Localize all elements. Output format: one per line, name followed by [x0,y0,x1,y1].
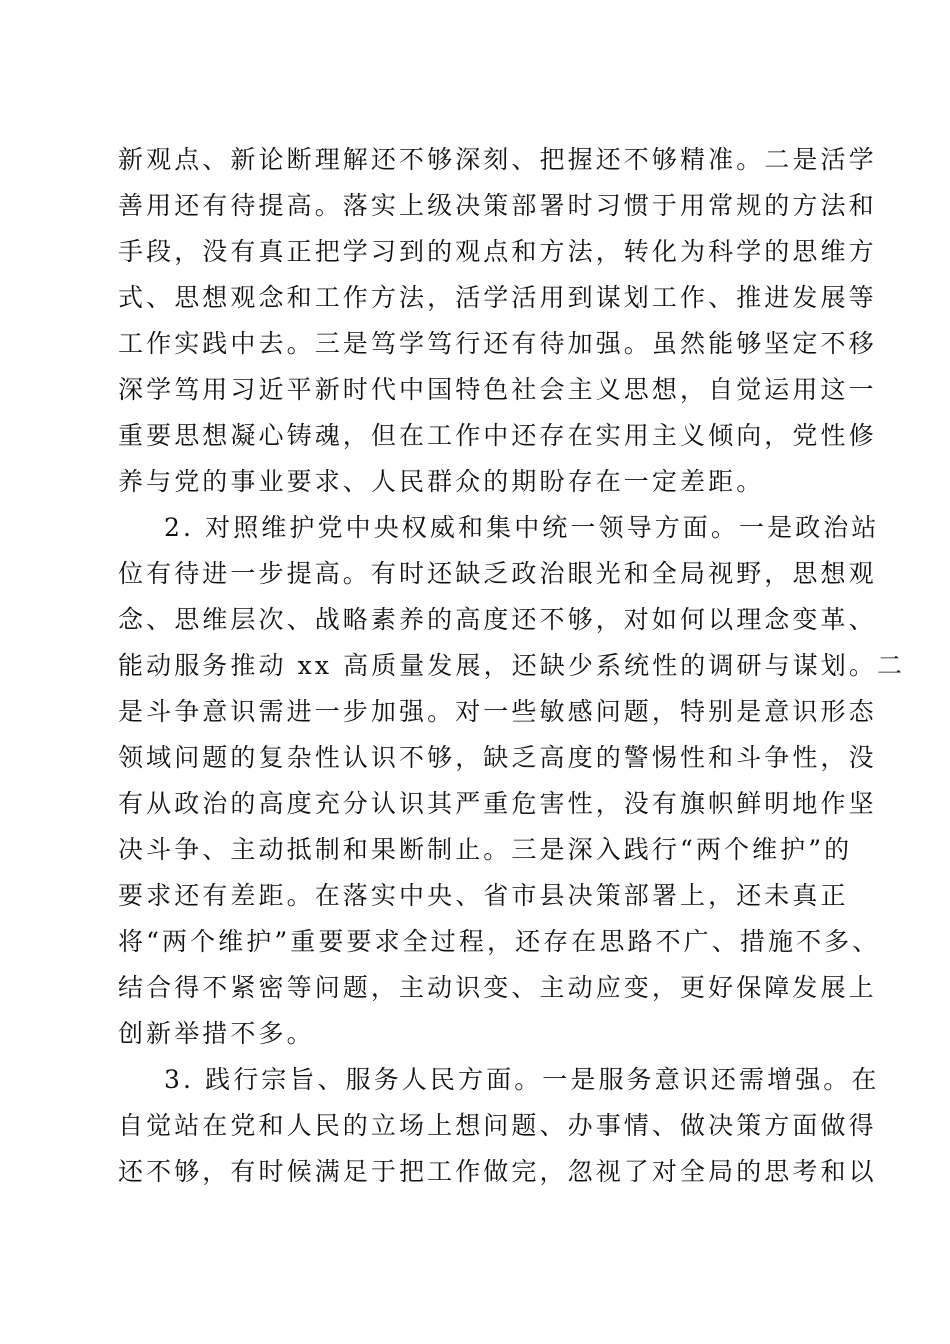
text-line: 领域问题的复杂性认识不够，缺乏高度的警惕性和斗争性，没 [118,743,877,772]
text-line: 手段，没有真正把学习到的观点和方法，转化为科学的思维方 [118,237,877,266]
text-line: 式、思想观念和工作方法，活学活用到谋划工作、推进发展等 [118,283,877,312]
text-line: 善用还有待提高。落实上级决策部署时习惯于用常规的方法和 [118,191,877,220]
text-line: 养与党的事业要求、人民群众的期盼存在一定差距。 [118,467,765,496]
text-line: 有从政治的高度充分认识其严重危害性，没有旗帜鲜明地作坚 [118,789,877,818]
text-line: 自觉站在党和人民的立场上想问题、办事情、做决策方面做得 [118,1111,877,1140]
paragraph-first-line: 2. 对照维护党中央权威和集中统一领导方面。一是政治站 [164,513,880,542]
text-line: 能动服务推动 xx 高质量发展，还缺少系统性的调研与谋划。二 [118,651,906,680]
text-line: 深学笃用习近平新时代中国特色社会主义思想，自觉运用这一 [118,375,877,404]
text-line: 念、思维层次、战略素养的高度还不够，对如何以理念变革、 [118,605,877,634]
paragraph-first-line: 3. 践行宗旨、服务人民方面。一是服务意识还需增强。在 [164,1065,880,1094]
text-line: 决斗争、主动抵制和果断制止。三是深入践行“两个维护”的 [118,835,853,864]
text-line: 是斗争意识需进一步加强。对一些敏感问题，特别是意识形态 [118,697,877,726]
text-line: 将“两个维护”重要要求全过程，还存在思路不广、措施不多、 [118,927,881,956]
text-line: 重要思想凝心铸魂，但在工作中还存在实用主义倾向，党性修 [118,421,877,450]
text-line: 工作实践中去。三是笃学笃行还有待加强。虽然能够坚定不移 [118,329,877,358]
text-line: 新观点、新论断理解还不够深刻、把握还不够精准。二是活学 [118,145,877,174]
text-line: 还不够，有时候满足于把工作做完，忽视了对全局的思考和以 [118,1157,877,1186]
text-line: 创新举措不多。 [118,1019,315,1048]
text-line: 要求还有差距。在落实中央、省市县决策部署上，还未真正 [118,881,849,910]
text-line: 位有待进一步提高。有时还缺乏政治眼光和全局视野，思想观 [118,559,877,588]
text-line: 结合得不紧密等问题，主动识变、主动应变，更好保障发展上 [118,973,877,1002]
